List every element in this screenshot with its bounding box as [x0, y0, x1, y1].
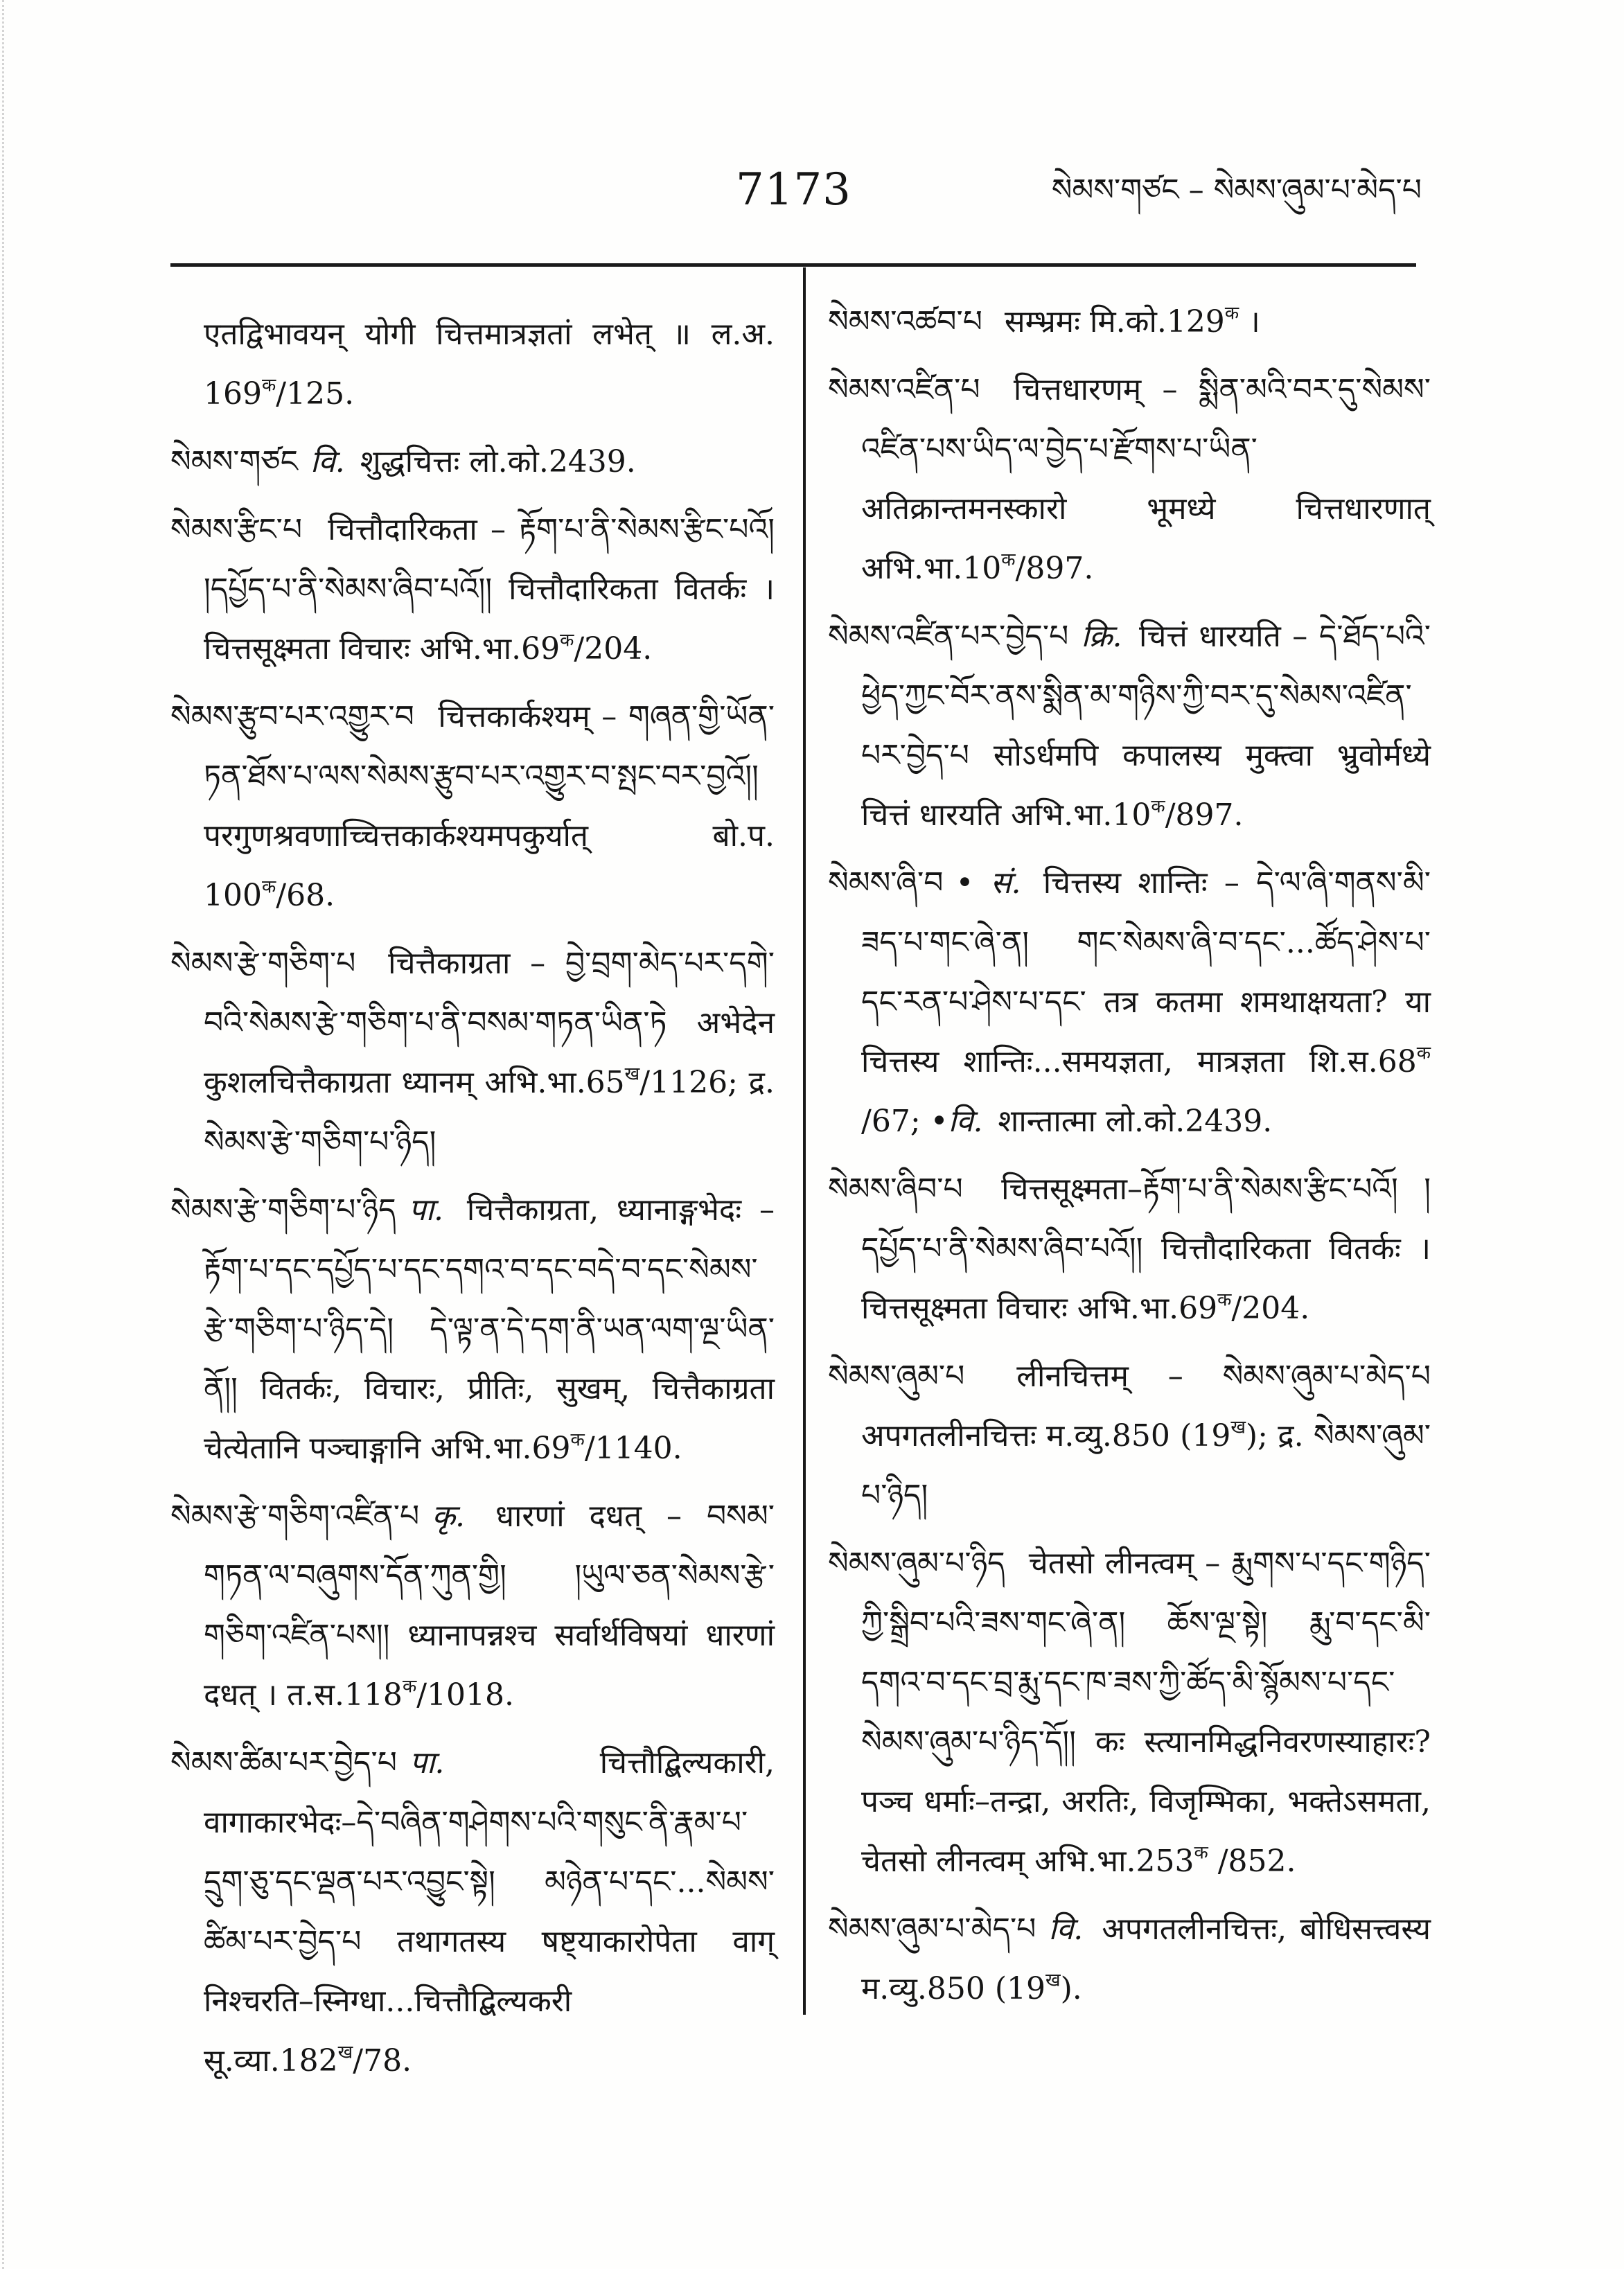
entry-text: चित्तौदारिकता – རྟོག་པ་ནི་སེམས་རྩིང་པའོ། །དཔྱོད་པ་ནི་སེམས་ཞིབ་པའོ།། चित्तौदारिकता वितर्कः । चित्तसूक्ष्मता विचारः अभि.भा.69 [204, 512, 775, 666]
dictionary-entry [170, 500, 775, 679]
entry-text: /897. [1165, 797, 1244, 833]
grammar-tag: वि. [948, 1104, 983, 1139]
column-divider [803, 267, 806, 2015]
entry-text: चित्तैकाग्रता, ध्यानाङ्गभेदः – རྟོག་པ་དང་དཔྱོད་པ་དང་དགའ་བ་དང་བདེ་བ་དང་སེམས་རྩེ་གཅིག་པ་ཉིད་དེ། དེ་ལྟ་ན་དེ་དག་ནི་ཡན་ལག་ལྔ་ཡིན་ནོ།། वितर्कः, विचारः, प्रीतिः, सुखम्, चित्तैकाग्रता चेत्येतानि पञ्चाङ्गानि अभि.भा.69 [204, 1192, 775, 1466]
entry-text: चित्तं धारयति – དེ་ཐོད་པའི་ཕྱེད་ཀྱང་བོར་ནས་སྨིན་མ་གཉིས་ཀྱི་བར་དུ་སེམས་འཛིན་པར་བྱེད་པ सोऽर्धमपि कपालस्य मुक्त्वा भ्रुवोर्मध्ये चित्तं धारयति अभि.भा.10 [861, 619, 1431, 833]
dictionary-entry [170, 1733, 775, 2091]
entry-headword: སེམས་ཞུམ་པ་མེད་པ [828, 1912, 1036, 1947]
grammar-tag: पा. [409, 1745, 445, 1781]
entry-text: अपगतलीनचित्तः, बोधिसत्त्वस्य म.व्यु.850 (19 [861, 1912, 1431, 2006]
grammar-tag: सं. [990, 865, 1021, 901]
entry-headword: སེམས་ཚིམ་པར་བྱེད་པ [170, 1745, 397, 1781]
folio-side-marker: क [1217, 1289, 1232, 1311]
dictionary-entry [828, 1160, 1431, 1339]
entry-text: चेतसो लीनत्वम् – རྨུགས་པ་དང་གཉིད་ཀྱི་སྒྲིབ་པའི་ཟས་གང་ཞེ་ན། ཆོས་ལྔ་སྟེ། རྨུ་བ་དང་མི་དགའ་བ་དང་བྲ་རྨུ་དང་ཁ་ཟས་ཀྱི་ཚོད་མི་སྙོམས་པ་དང་སེམས་ཞུམ་པ་ཉིད་དོ།། कः स्त्यानमिद्धनिवरणस्याहारः? पञ्च धर्माः–तन्द्रा, अरतिः, विजृम्भिका, भक्तेऽसमता, चेतसो लीनत्वम् अभि.भा.253 [861, 1546, 1431, 1879]
running-head-guide-words: སེམས་གཙང – སེམས་ཞུམ་པ་མེད་པ [1051, 173, 1422, 208]
grammar-tag: पा. [408, 1192, 444, 1228]
grammar-tag: कृ. [432, 1499, 465, 1534]
folio-side-marker: क [1001, 549, 1016, 571]
entry-continuation [170, 305, 775, 424]
folio-side-marker: क [261, 876, 276, 898]
entry-text: ); द्र. སེམས་ཞུམ་པ་ཉིད། [861, 1418, 1431, 1513]
entry-text: /1126; द्र. སེམས་རྩེ་གཅིག་པ་ཉིད། [204, 1065, 775, 1160]
entry-headword: སེམས་རྩུབ་པར་འགྱུར་བ [170, 699, 414, 734]
dictionary-entry [828, 854, 1431, 1151]
dictionary-entry [828, 1900, 1431, 2019]
entry-headword: སེམས་འཚབ་པ [828, 304, 982, 339]
entry-text: एतद्विभावयन् योगी चित्तमात्रज्ञतां लभेत् ॥ ल.अ. 169 [204, 317, 775, 412]
dictionary-entry [170, 687, 775, 926]
entry-text: शान्तात्मा लो.को.2439. [988, 1104, 1273, 1139]
entry-headword: སེམས་རྩེ་གཅིག་པ་ཉིད [170, 1192, 396, 1228]
scan-edge-mark [2, 0, 4, 2269]
entry-headword: སེམས་ཞུམ་པ [828, 1359, 965, 1394]
dictionary-entry [828, 360, 1431, 599]
folio-side-marker: क [261, 374, 276, 396]
left-column [170, 305, 775, 2099]
dictionary-entry [170, 1181, 775, 1478]
entry-headword: སེམས་རྩེ་གཅིག་པ [170, 946, 356, 981]
entry-text: चित्तौद्बिल्यकारी, वागाकारभेदः–དེ་བཞིན་གཤེགས་པའི་གསུང་ནི་རྣམ་པ་དྲུག་ཅུ་དང་ལྡན་པར་འབྱུང་སྟེ། མཉེན་པ་དང་...སེམས་ཚིམ་པར་བྱེད་པ तथागतस्य षष्ट्याकारोपेता वाग् निश्चरति–स्निग्धा...चित्तौद्बिल्यकरी सू.व्या.182 [204, 1745, 775, 2078]
dictionary-entry [170, 432, 775, 492]
entry-headword: སེམས་གཙང [170, 444, 298, 479]
entry-text: /125. [276, 376, 355, 412]
entry-text: चित्तधारणम् – སྨིན་མའི་བར་དུ་སེམས་འཛིན་པས་ཡིད་ལ་བྱེད་པ་རྫོགས་པ་ཡིན་ अतिक्रान्तमनस्कारो भूमध्ये चित्तधारणात् अभि.भा.10 [861, 372, 1431, 586]
entry-text: चित्तसूक्ष्मता–རྟོག་པ་ནི་སེམས་རྩིང་པའོ། །དཔྱོད་པ་ནི་སེམས་ཞིབ་པའོ།། चित्तौदारिकता वितर्कः । चित्तसूक्ष्मता विचारः अभि.भा.69 [861, 1172, 1431, 1326]
entry-headword: སེམས་རྩེ་གཅིག་འཛིན་པ [170, 1499, 420, 1534]
entry-headword: སེམས་འཛིན་པ [828, 372, 980, 407]
entry-text: । [1239, 304, 1260, 339]
folio-side-marker: ख [337, 2041, 353, 2063]
folio-side-marker: क [402, 1675, 417, 1697]
folio-side-marker: ख [1230, 1416, 1246, 1438]
grammar-tag: क्रि. [1081, 619, 1122, 654]
entry-text: • [955, 865, 991, 901]
header-rule [170, 263, 1416, 267]
entry-text: /67; • [861, 1104, 948, 1139]
entry-text: सम्भ्रमः मि.को.129 [994, 304, 1225, 339]
folio-side-marker: ख [1045, 1969, 1061, 1991]
dictionary-entry [828, 607, 1431, 845]
entry-headword: སེམས་ཞུམ་པ་ཉིད [828, 1546, 1005, 1581]
grammar-tag: वि. [1048, 1912, 1084, 1947]
entry-text: /78. [353, 2043, 412, 2078]
entry-text: /1018. [416, 1677, 515, 1713]
entry-text: /897. [1015, 551, 1094, 586]
folio-side-marker: क [1194, 1842, 1208, 1864]
folio-side-marker: क [570, 1429, 585, 1451]
entry-text: धारणां दधत् – བསམ་གཏན་ལ་བཞུགས་དོན་ཀུན་གྱི། །ཡུལ་ཅན་སེམས་རྩེ་གཅིག་འཛིན་པས།། ध्यानापन्नश्च सर्वार्थविषयां धारणां दधत् । त.स.118 [204, 1499, 775, 1713]
folio-side-marker: क [560, 629, 574, 651]
entry-text: /852. [1208, 1844, 1296, 1879]
entry-text: चित्तैकाग्रता – བྱེ་བྲག་མེད་པར་དགེ་བའི་སེམས་རྩེ་གཅིག་པ་ནི་བསམ་གཏན་ཡིན་ཏེ अभेदेन कुशलचित्तैकाग्रता ध्यानम् अभि.भा.65 [204, 946, 775, 1100]
folio-side-marker: ख [624, 1063, 640, 1085]
entry-headword: སེམས་ཞི་བ [828, 865, 944, 901]
entry-text: ). [1060, 1971, 1082, 2006]
entry-text: /204. [574, 631, 653, 666]
entry-text: /68. [276, 878, 335, 913]
entry-text: शुद्धचित्तः लो.को.2439. [350, 444, 636, 479]
entry-text: /1140. [584, 1431, 682, 1466]
dictionary-entry [170, 1487, 775, 1725]
page-number: 7173 [736, 164, 851, 215]
entry-text: चित्तकार्कश्यम् – གཞན་གྱི་ཡོན་ཏན་ཐོས་པ་ལས་སེམས་རྩུབ་པར་འགྱུར་བ་སྤང་བར་བྱའོ།། परगुणश्रवणाच्चित्तकार्कश्यमपकुर्यात् बो.प. 100 [204, 699, 775, 913]
dictionary-entry [828, 292, 1431, 352]
folio-side-marker: क [1416, 1042, 1431, 1064]
right-column [828, 292, 1431, 2027]
dictionary-entry [828, 1347, 1431, 1526]
entry-text: /204. [1231, 1291, 1310, 1326]
folio-side-marker: क [1224, 302, 1239, 324]
entry-headword: སེམས་རྩིང་པ [170, 512, 303, 547]
grammar-tag: वि. [310, 444, 345, 479]
dictionary-entry [828, 1534, 1431, 1891]
entry-headword: སེམས་འཛིན་པར་བྱེད་པ [828, 619, 1069, 654]
entry-text: लीनचित्तम् – སེམས་ཞུམ་པ་མེད་པ अपगतलीनचित्तः म.व्यु.850 (19 [861, 1359, 1431, 1454]
folio-side-marker: क [1151, 795, 1165, 818]
dictionary-entry [170, 934, 775, 1172]
entry-text: चित्तस्य शान्तिः – དེ་ལ་ཞི་གནས་མི་ཟད་པ་གང་ཞེ་ན། གང་སེམས་ཞི་བ་དང་...ཚོད་ཤེས་པ་དང་རན་པ་ཤེས་པ་དང་ तत्र कतमा शमथाक्षयता? या चित्तस्य शान्तिः...समयज्ञता, मात्रज्ञता शि.स.68 [861, 865, 1431, 1079]
entry-headword: སེམས་ཞིབ་པ [828, 1172, 963, 1207]
